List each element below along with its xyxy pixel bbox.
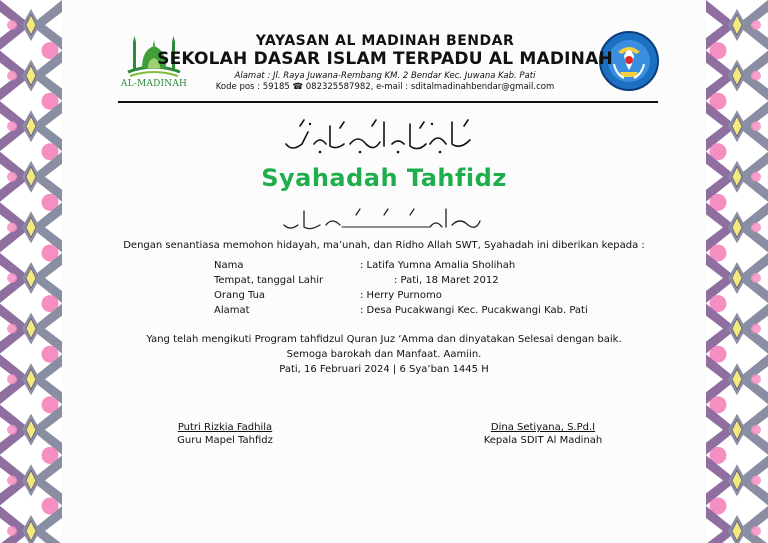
border-dot [751, 425, 761, 435]
signer-role: Guru Mapel Tahfidz [177, 435, 273, 446]
field-row-parent [214, 290, 442, 301]
field-label: Alamat [214, 305, 250, 316]
border-dot [7, 475, 17, 485]
border-dot [751, 526, 761, 536]
field-row-address [214, 305, 588, 316]
border-dot [7, 172, 17, 182]
border-dot [7, 121, 17, 131]
field-value: : Herry Purnomo [360, 290, 442, 301]
border-dot [7, 20, 17, 30]
signer-name: Dina Setiyana, S.Pd.I [490, 422, 596, 433]
border-dot [7, 71, 17, 81]
border-dot [7, 273, 17, 283]
border-dot [751, 222, 761, 232]
border-dot [751, 71, 761, 81]
signer-role: Kepala SDIT Al Madinah [483, 435, 603, 446]
blessing-line: Semoga barokah dan Manfaat. Aamiin. [286, 349, 482, 360]
border-dot [751, 121, 761, 131]
field-row-name [214, 260, 516, 271]
left-decorative-border [0, 0, 62, 543]
school-contact: Kode pos : 59185 ☎ 082325587982, e-mail : sditalmadinahbendar@gmail.com [215, 82, 555, 92]
border-dot [7, 324, 17, 334]
certificate-intro: Dengan senantiasa memohon hidayah, ma’unah, dan Ridho Allah SWT, Syahadah ini diberikan kepada : [123, 240, 645, 251]
border-dot [751, 324, 761, 334]
school-logo-caption: AL-MADINAH [120, 79, 188, 89]
issue-date: Pati, 16 Februari 2024 | 6 Sya’ban 1445 H [279, 364, 489, 375]
right-decorative-border [706, 0, 768, 543]
signature-teacher [125, 422, 325, 446]
field-value: : Latifa Yumna Amalia Sholihah [360, 260, 516, 271]
border-dot [7, 425, 17, 435]
field-value: : Pati, 18 Maret 2012 [394, 275, 499, 286]
border-dot [751, 20, 761, 30]
border-dot [751, 475, 761, 485]
field-row-birth [214, 275, 499, 286]
border-dot [7, 222, 17, 232]
field-label: Nama [214, 260, 244, 271]
foundation-name: YAYASAN AL MADINAH BENDAR [255, 33, 515, 49]
school-address: Alamat : Jl. Raya Juwana-Rembang KM. 2 Bendar Kec. Juwana Kab. Pati [234, 71, 536, 81]
signature-principal [443, 422, 643, 446]
border-dot [751, 374, 761, 384]
field-label: Orang Tua [214, 290, 266, 301]
signer-name: Putri Rizkia Fadhila [177, 422, 273, 433]
header-divider [118, 101, 658, 103]
completion-statement: Yang telah mengikuti Program tahfidzul Quran Juz ‘Amma dan dinyatakan Selesai dengan baik. [146, 334, 622, 345]
border-dot [7, 374, 17, 384]
certificate-title: Syahadah Tahfidz [261, 164, 507, 192]
school-name: SEKOLAH DASAR ISLAM TERPADU AL MADINAH [157, 49, 613, 69]
border-dot [7, 526, 17, 536]
bismillah-calligraphy [280, 203, 484, 233]
border-dot [751, 172, 761, 182]
border-dot [751, 273, 761, 283]
field-value: : Desa Pucakwangi Kec. Pucakwangi Kab. Pati [360, 305, 588, 316]
field-label: Tempat, tanggal Lahir [214, 275, 324, 286]
arabic-calligraphy-hadith [280, 114, 484, 160]
